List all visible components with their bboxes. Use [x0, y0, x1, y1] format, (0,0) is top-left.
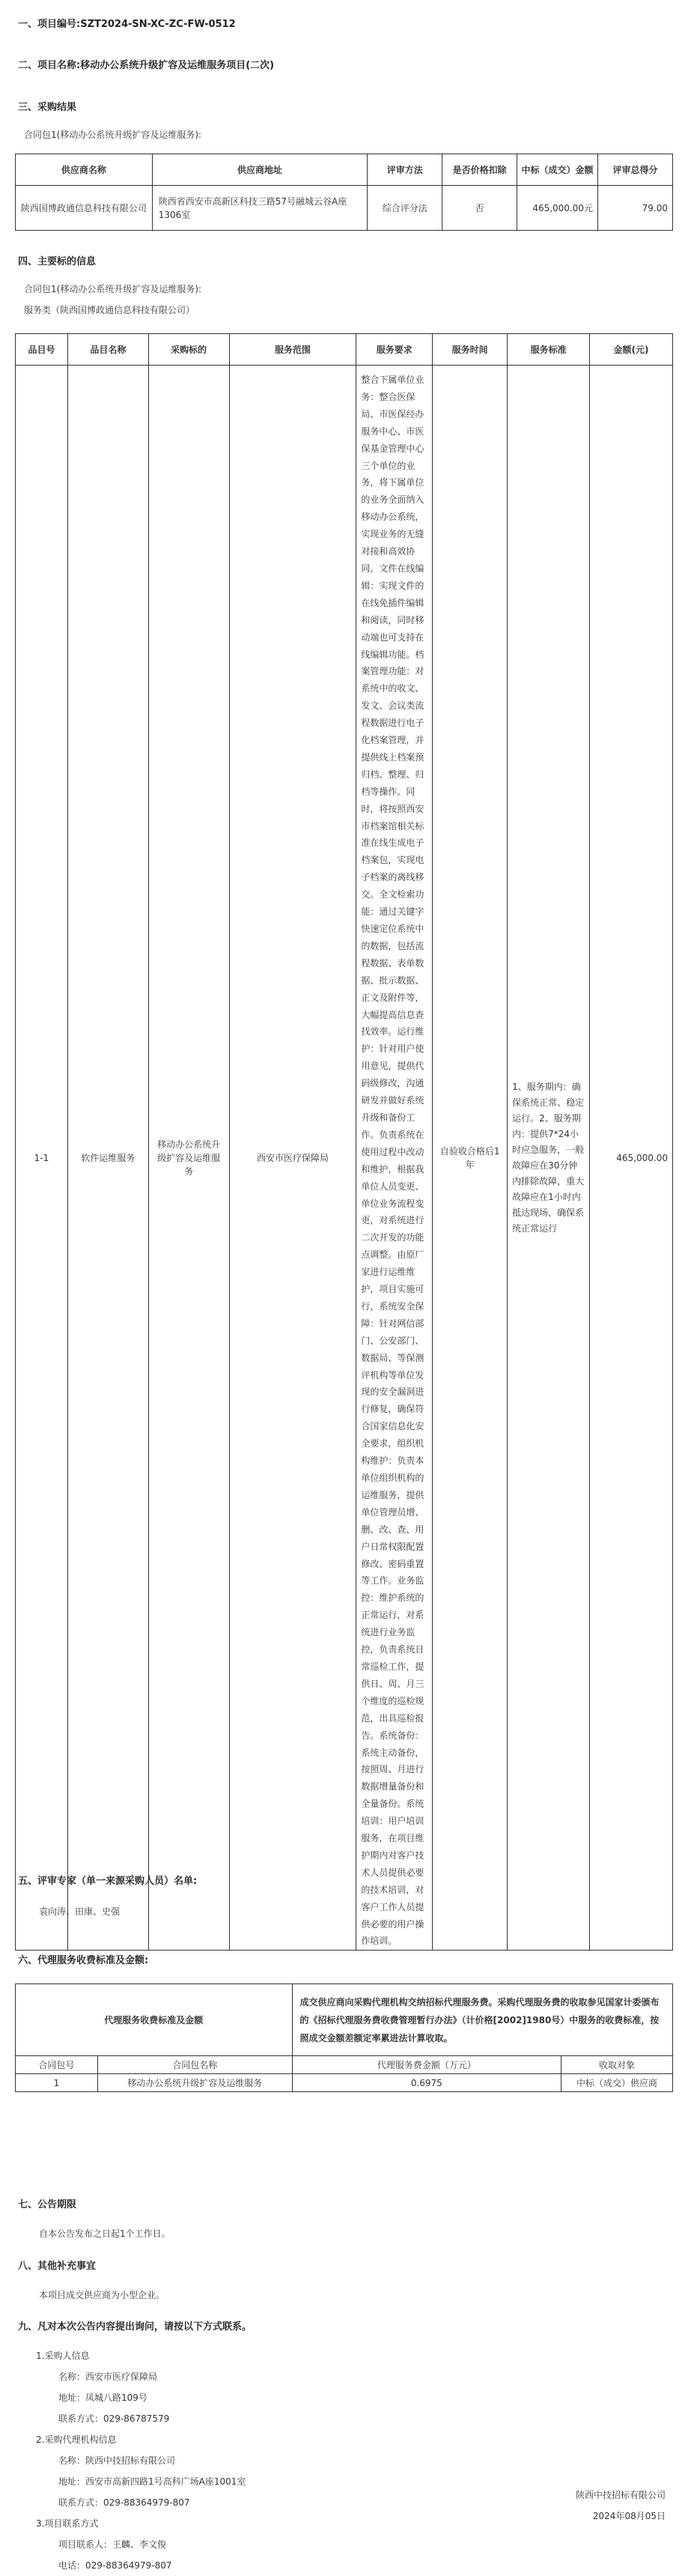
agency-fee-table	[15, 1983, 673, 2092]
header-review-method: 评审方法	[368, 154, 442, 186]
notice-period-text: 自本公告发布之日起1个工作日。	[39, 2228, 171, 2239]
price-deduct: 否	[442, 186, 517, 231]
scope: 西安市医疗保障局	[229, 366, 356, 1951]
table-row	[16, 366, 673, 1951]
supplier-table	[15, 154, 673, 231]
service-standard: 1、服务期内：确保系统正常、稳定运行。2、服务期内：提供7*24小时应急服务，一般故障应在30分钟内排除故障，重大故障应在1小时内抵达现场，确保系统正常运行	[508, 366, 590, 1951]
section-notice-period: 七、公告期限	[18, 2199, 77, 2210]
purchaser-tel: 联系方式：029-86787579	[58, 2413, 170, 2424]
subject-package-title: 合同包1(移动办公系统升级扩容及运维服务):	[24, 284, 202, 294]
project-name	[18, 58, 274, 73]
subject: 移动办公系统升级扩容及运维服务	[148, 366, 229, 1951]
header-price-deduct: 是否价格扣除	[442, 154, 517, 186]
item-no: 1-1	[16, 366, 68, 1951]
result-package-title: 合同包1(移动办公系统升级扩容及运维服务):	[24, 130, 202, 140]
project-number-value: SZT2024-SN-XC-ZC-FW-0512	[80, 19, 236, 30]
section-contact: 九、凡对本次公告内容提出询问，请按以下方式联系。	[18, 2321, 252, 2333]
section-main-subject: 四、主要标的信息	[18, 256, 97, 267]
service-time: 自验收合格后1年	[433, 366, 508, 1951]
header-amount: 金额(元)	[590, 334, 673, 366]
fee-target: 中标（成交）供应商	[561, 2074, 673, 2092]
agency-fee-note-row	[16, 1984, 673, 2056]
table-row	[16, 2074, 673, 2092]
agency-name: 名称：陕西中技招标有限公司	[58, 2455, 176, 2466]
award-amount: 465,000.00元	[517, 186, 598, 231]
agency-fee-header-left: 代理服务收费标准及金额	[16, 1984, 293, 2056]
header-package-name: 合同包名称	[97, 2056, 292, 2074]
purchaser-name: 名称：西安市医疗保障局	[58, 2372, 158, 2382]
subject-table	[15, 333, 673, 1951]
purchaser-title: 1.采购人信息	[36, 2351, 90, 2361]
supplier-table-header	[16, 154, 673, 186]
agency-tel: 联系方式：029-88364979-807	[58, 2497, 190, 2508]
supplier-address: 陕西省西安市高新区科技三路57号融城云谷A座1306室	[152, 186, 368, 231]
service-type: 服务类（陕西国博政通信息科技有限公司）	[24, 305, 195, 315]
agency-title: 2.采购代理机构信息	[36, 2434, 117, 2445]
amount: 465,000.00	[590, 366, 673, 1951]
experts-list: 袁向涛、田康、史强	[39, 1906, 121, 1917]
project-contact-title: 3.项目联系方式	[36, 2518, 99, 2529]
header-item-name: 品目名称	[67, 334, 148, 366]
header-fee-amount: 代理服务费金额（万元）	[292, 2056, 561, 2074]
review-method: 综合评分法	[368, 186, 442, 231]
project-name-value: 移动办公系统升级扩容及运维服务项目(二次)	[80, 60, 275, 71]
header-supplier-address: 供应商地址	[152, 154, 368, 186]
package-name: 移动办公系统升级扩容及运维服务	[97, 2074, 292, 2092]
section-agency-fee: 六、代理服务收费标准及金额:	[18, 1955, 149, 1966]
section-experts: 五、评审专家（单一来源采购人员）名单:	[18, 1876, 198, 1887]
total-score: 79.00	[598, 186, 673, 231]
fee-amount: 0.6975	[292, 2074, 561, 2092]
section-other-matters: 八、其他补充事宜	[18, 2261, 97, 2272]
footer-date: 2024年08月05日	[592, 2511, 666, 2521]
header-time: 服务时间	[433, 334, 508, 366]
agency-address: 地址：西安市高新四路1号高科广场A座1001室	[58, 2476, 246, 2487]
item-name: 软件运维服务	[67, 366, 148, 1951]
purchaser-address: 地址：凤城八路109号	[58, 2392, 147, 2403]
header-supplier-name: 供应商名称	[16, 154, 153, 186]
header-requirements: 服务要求	[356, 334, 433, 366]
subject-table-header	[16, 334, 673, 366]
project-contact-tel: 电话：029-88364979-807	[58, 2560, 172, 2571]
package-no: 1	[16, 2074, 98, 2092]
header-item-no: 品目号	[16, 334, 68, 366]
table-row	[16, 186, 673, 231]
header-fee-target: 收取对象	[561, 2056, 673, 2074]
project-contact-person: 项目联系人：王麟、李文俊	[58, 2539, 167, 2550]
section-procurement-result: 三、采购结果	[18, 102, 77, 113]
other-matters-text: 本项目成交供应商为小型企业。	[39, 2290, 165, 2300]
header-standard: 服务标准	[508, 334, 590, 366]
contact-block	[36, 2345, 246, 2576]
supplier-name: 陕西国博政通信息科技有限公司	[16, 186, 153, 231]
header-total-score: 评审总得分	[598, 154, 673, 186]
header-scope: 服务范围	[229, 334, 356, 366]
header-subject: 采购标的	[148, 334, 229, 366]
header-package-no: 合同包号	[16, 2056, 98, 2074]
project-number	[18, 17, 236, 32]
agency-fee-note: 成交供应商向采购代理机构交纳招标代理服务费。采购代理服务费的收取参见国家计委颁布的《招标代理服务费收费管理暂行办法》（计价格[2002]1980号）中服务的收费标准，按照成交金额差额定率累进法计算收取。	[292, 1984, 672, 2056]
footer-org: 陕西中技招标有限公司	[575, 2490, 666, 2500]
header-award-amount: 中标（成交）金额	[517, 154, 598, 186]
agency-fee-table-header	[16, 2056, 673, 2074]
project-number-label: 一、项目编号:	[18, 19, 81, 30]
project-name-label: 二、项目名称:	[18, 60, 81, 71]
requirements: 整合下属单位业务：整合医保局、市医保经办服务中心、市医保基金管理中心三个单位的业务，将下属单位的业务全面纳入移动办公系统，实现业务的无缝对接和高效协同。文件在线编辑：实现文件的在线免插件编辑和阅读，同时移动端也可支持在线编辑功能。档案管理功能：对系统中的收文、发文、会议类流程数据进行电子化档案管理，并提供线上档案预归档、整理、归档等操作。同时，将按照西安市档案馆相关标准在线生成电子档案包，实现电子档案的离线移交。全文检索功能：通过关键字快速定位系统中的数据，包括流程数据、表单数据、批示数据、正文及附件等，大幅提高信息查找效率。运行维护：针对用户使用意见，提供代码级修改，沟通研发并做好系统升级和备份工作。负责系统在使用过程中改动和维护，根据我单位人员变更、单位业务流程变更，对系统进行二次开发的功能点调整。由原厂家进行运维维护，项目实施可行，系统安全保障：针对网信部门、公安部门、数据局、等保测评机构等单位发现的安全漏洞进行修复，确保符合国家信息化安全要求，组织机构维护：负责本单位组织机构的运维服务，提供单位管理员增、删、改、查、用户日常权限配置修改、密码重置等工作。业务监控：维护系统的正常运行，对系统进行业务监控，负责系统日常巡检工作，提供日、周、月三个维度的巡检规范，出具巡检报告。系统备份：系统主动备份，按照周、月进行数据增量备份和全量备份。系统培训：用户培训服务，在项目维护期内对客户技术人员提供必要的技术培训，对客户工作人员提供必要的用户操作培训。	[356, 366, 433, 1951]
